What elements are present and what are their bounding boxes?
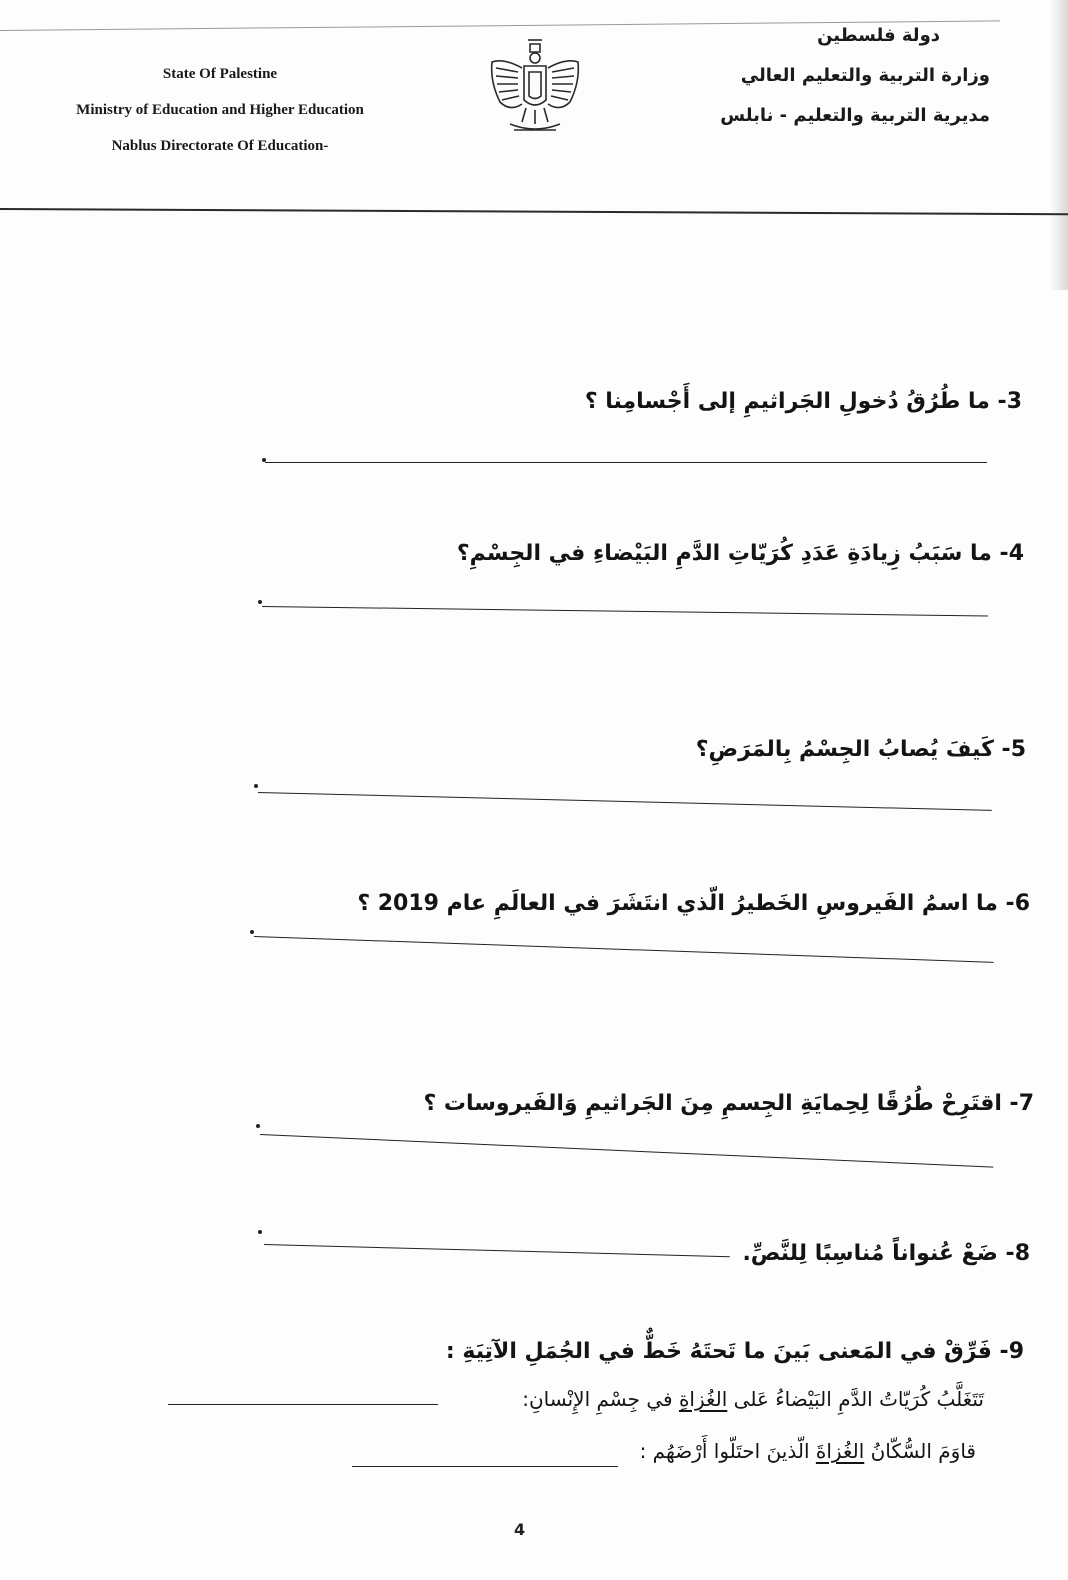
- answer-line-8[interactable]: [264, 1244, 730, 1257]
- q9-sentence-2: [640, 1436, 976, 1466]
- question-8: 8- ضَعْ عُنواناً مُناسِبًا لِلنَّصِّ.: [742, 1241, 1030, 1266]
- header-arabic-line-1: دولة فلسطين: [817, 25, 940, 46]
- question-7: 7- اقتَرِحْ طُرُقًا لِحِمايَةِ الجِسمِ مِنَ الجَراثيمِ وَالفَيروسات ؟: [423, 1091, 1034, 1116]
- question-5: 5- كَيفَ يُصابُ الجِسْمُ بِالمَرَضِ؟: [695, 737, 1026, 762]
- header-english-line-2: Ministry of Education and Higher Education: [76, 102, 364, 118]
- palestine-eagle-emblem-icon: [486, 38, 584, 138]
- question-4: 4- ما سَبَبُ زِيادَةِ عَدَدِ كُرَيّاتِ الدَّمِ البَيْضاءِ في الجِسْمِ؟: [456, 541, 1024, 566]
- q9-sentence-1-after: في جِسْمِ الإِنْسانِ:: [522, 1387, 679, 1411]
- header-arabic: [690, 16, 990, 136]
- answer-line-9a[interactable]: [168, 1404, 438, 1405]
- page-number: 4: [514, 1520, 526, 1539]
- header-bottom-rule: [0, 208, 1068, 215]
- q9-sentence-1-before: تَتَغَلَّبُ كُرَيّاتُ الدَّمِ البَيْضاءُ عَلى: [727, 1387, 984, 1411]
- q9-sentence-2-before: قاوَمَ السُّكّانُ: [864, 1439, 976, 1463]
- answer-dot-7: [256, 1124, 260, 1128]
- answer-dot-4: [258, 600, 262, 604]
- q9-sentence-1: [522, 1384, 984, 1414]
- answer-dot-8: [258, 1230, 262, 1234]
- answer-line-4[interactable]: [262, 606, 988, 617]
- header-english-line-3: Nablus Directorate Of Education-: [111, 138, 329, 154]
- answer-line-3[interactable]: [265, 462, 987, 463]
- header-arabic-line-3: مديرية التربية والتعليم - نابلس: [720, 105, 990, 126]
- header-english-line-1: State Of Palestine: [162, 66, 278, 82]
- q9-sentence-2-after: الّذينَ احتَلّوا أَرْضَهُم :: [639, 1439, 816, 1463]
- q9-sentence-1-underlined: الغُزاةِ: [678, 1387, 728, 1411]
- question-3: 3- ما طُرُقُ دُخولِ الجَراثيمِ إلى أَجْسامِنا ؟: [584, 389, 1022, 414]
- answer-dot-5: [254, 784, 258, 788]
- answer-line-7[interactable]: [260, 1134, 993, 1168]
- header-english: [20, 56, 420, 164]
- question-9: 9- فَرِّقْ في المَعنى بَينَ ما تَحتَهُ خَطٌّ في الجُمَلِ الآتِيَةِ :: [445, 1339, 1024, 1364]
- answer-dot-6: [250, 930, 254, 934]
- question-6: 6- ما اسمُ الفَيروسِ الخَطيرُ الّذي انتَشَرَ في العالَمِ عام 2019 ؟: [357, 891, 1030, 916]
- q9-sentence-2-underlined: الغُزاةَ: [815, 1439, 865, 1463]
- answer-line-6[interactable]: [254, 936, 994, 963]
- header-arabic-line-2: وزارة التربية والتعليم العالي: [740, 65, 990, 86]
- page-edge-shadow: [1050, 0, 1068, 290]
- answer-line-9b[interactable]: [352, 1466, 618, 1467]
- answer-line-5[interactable]: [258, 792, 992, 811]
